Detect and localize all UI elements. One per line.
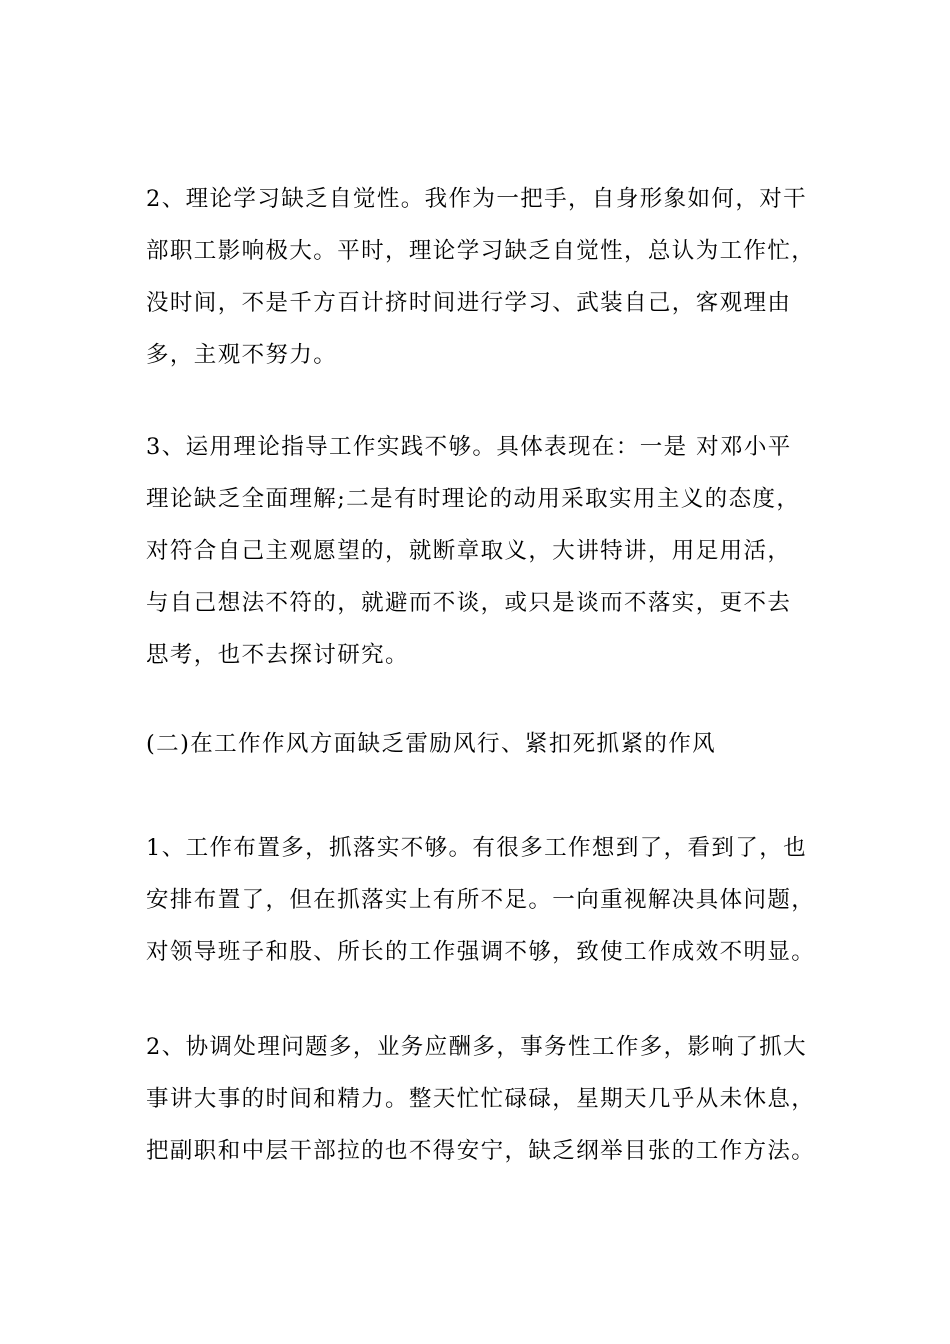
text-line: 部职工影响极大。平时，理论学习缺乏自觉性，总认为工作忙， xyxy=(146,238,816,264)
text-line: 2、协调处理问题多，业务应酬多，事务性工作多，影响了抓大 xyxy=(146,1034,808,1060)
text-line: 1、工作布置多，抓落实不够。有很多工作想到了，看到了，也 xyxy=(146,835,808,861)
text-line: 思考，也不去探讨研究。 xyxy=(146,642,409,668)
text-line: 2、理论学习缺乏自觉性。我作为一把手，自身形象如何，对干 xyxy=(146,186,808,212)
section-heading-work-style xyxy=(146,718,836,770)
text-line: 对符合自己主观愿望的，就断章取义，大讲特讲，用足用活， xyxy=(146,538,792,564)
text-line: 把副职和中层干部拉的也不得安宁，缺乏纲举目张的工作方法。 xyxy=(146,1138,816,1164)
text-line: 对领导班子和股、所长的工作强调不够，致使工作成效不明显。 xyxy=(146,939,816,965)
text-line: 理论缺乏全面理解;二是有时理论的动用采取实用主义的态度， xyxy=(146,486,801,512)
text-line: 多，主观不努力。 xyxy=(146,342,338,368)
text-line: 事讲大事的时间和精力。整天忙忙碌碌，星期天几乎从未休息， xyxy=(146,1086,816,1112)
paragraph-theory-practice xyxy=(146,421,836,681)
text-line: 没时间，不是千方百计挤时间进行学习、武装自己，客观理由 xyxy=(146,290,792,316)
heading-line: (二)在工作作风方面缺乏雷励风行、紧扣死抓紧的作风 xyxy=(146,731,717,757)
paragraph-work-arrangement xyxy=(146,822,836,978)
paragraph-theory-study xyxy=(146,173,836,381)
paragraph-coordination xyxy=(146,1021,836,1177)
text-line: 与自己想法不符的，就避而不谈，或只是谈而不落实，更不去 xyxy=(146,590,792,616)
text-line: 3、运用理论指导工作实践不够。具体表现在：一是 对邓小平 xyxy=(146,434,792,460)
text-line: 安排布置了，但在抓落实上有所不足。一向重视解决具体问题， xyxy=(146,887,816,913)
